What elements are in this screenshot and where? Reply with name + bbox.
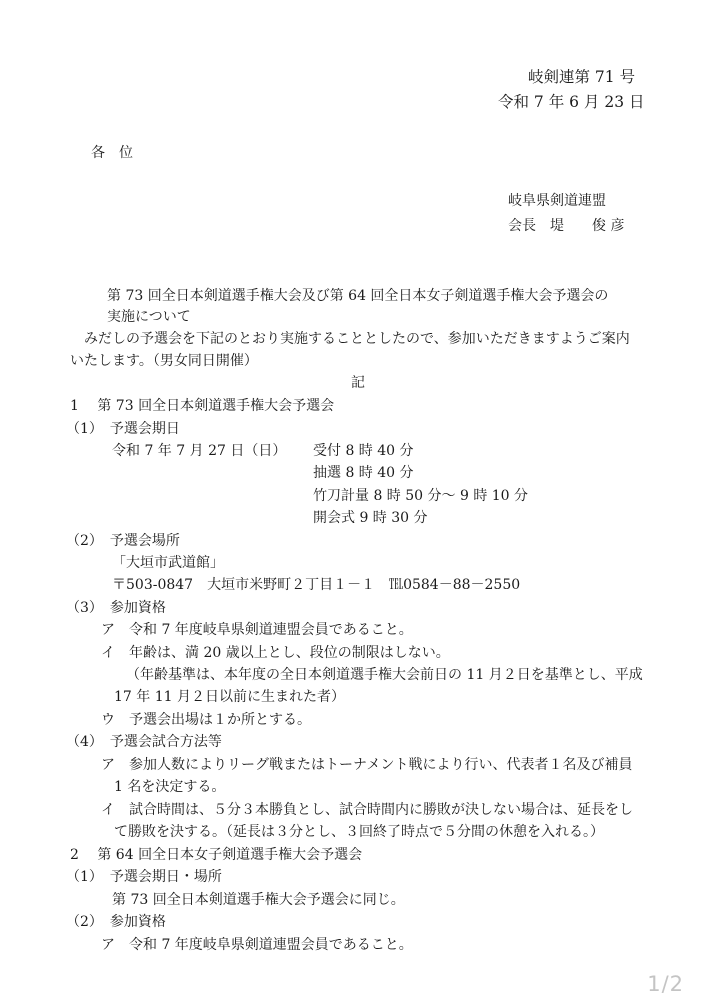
- section2-sub2-label: （2） 参加資格: [66, 914, 166, 930]
- subject-line-2: 実施について: [107, 309, 191, 325]
- schedule-item: 竹刀計量 8 時 50 分〜 9 時 10 分: [313, 488, 529, 504]
- match-method-a-2: 1 名を決定する。: [114, 779, 226, 795]
- eligibility-i: イ 年齢は、満 20 歳以上とし、段位の制限はしない。: [101, 645, 450, 661]
- eligibility-a: ア 令和 7 年度岐阜県剣道連盟会員であること。: [101, 622, 413, 638]
- section1-title: 1 第 73 回全日本剣道選手権大会予選会: [70, 398, 335, 414]
- eligibility-i-note-2: 17 年 11 月２日以前に生まれた者）: [114, 689, 345, 705]
- venue-name: 「大垣市武道館」: [112, 555, 224, 571]
- section2-sub1-text: 第 73 回全日本剣道選手権大会予選会に同じ。: [112, 892, 405, 908]
- eligibility-i-note-1: （年齢基準は、本年度の全日本剣道選手権大会前日の 11 月２日を基準とし、平成: [126, 667, 643, 683]
- subject-line-1: 第 73 回全日本剣道選手権大会及び第 64 回全日本女子剣道選手権大会予選会の: [107, 288, 609, 304]
- section1-sub2-label: （2） 予選会場所: [66, 533, 180, 549]
- page-indicator: 1/2: [647, 972, 684, 996]
- match-method-a-1: ア 参加人数によりリーグ戦またはトーナメント戦により行い、代表者１名及び補員: [101, 757, 633, 773]
- section1-date: 令和 7 年 7 月 27 日（日）: [112, 443, 287, 459]
- addressee: 各 位: [91, 145, 133, 161]
- match-method-i-2: て勝敗を決する。（延長は３分とし、３回終了時点で５分間の休憩を入れる。）: [114, 824, 604, 840]
- ki-heading: 記: [351, 375, 365, 391]
- section2-eligibility-a: ア 令和 7 年度岐阜県剣道連盟会員であること。: [101, 937, 413, 953]
- match-method-i-1: イ 試合時間は、５分３本勝負とし、試合時間内に勝敗が決しない場合は、延長をし: [101, 802, 633, 818]
- schedule-item: 抽選 8 時 40 分: [313, 465, 414, 481]
- document-date: 令和 7 年 6 月 23 日: [498, 93, 645, 111]
- section2-sub1-label: （1） 予選会期日・場所: [66, 869, 222, 885]
- venue-address: 〒503-0847 大垣市米野町２丁目１－１ ℡0584－88－2550: [112, 577, 521, 593]
- section1-sub4-label: （4） 予選会試合方法等: [66, 734, 222, 750]
- eligibility-u: ウ 予選会出場は１か所とする。: [101, 712, 311, 728]
- schedule-item: 開会式 9 時 30 分: [313, 510, 428, 526]
- intro-line-2: いたします。（男女同日開催）: [70, 353, 258, 369]
- sender-organization: 岐阜県剣道連盟: [508, 193, 606, 209]
- intro-line-1: みだしの予選会を下記のとおり実施することとしたので、参加いただきますようご案内: [84, 331, 630, 347]
- schedule-item: 受付 8 時 40 分: [313, 443, 414, 459]
- sender-name: 会長 堤 俊 彦: [508, 218, 625, 234]
- section1-sub1-label: （1） 予選会期日: [66, 421, 180, 437]
- document-number: 岐剣連第 71 号: [528, 68, 636, 86]
- section1-sub3-label: （3） 参加資格: [66, 600, 166, 616]
- section2-title: 2 第 64 回全日本女子剣道選手権大会予選会: [70, 847, 363, 863]
